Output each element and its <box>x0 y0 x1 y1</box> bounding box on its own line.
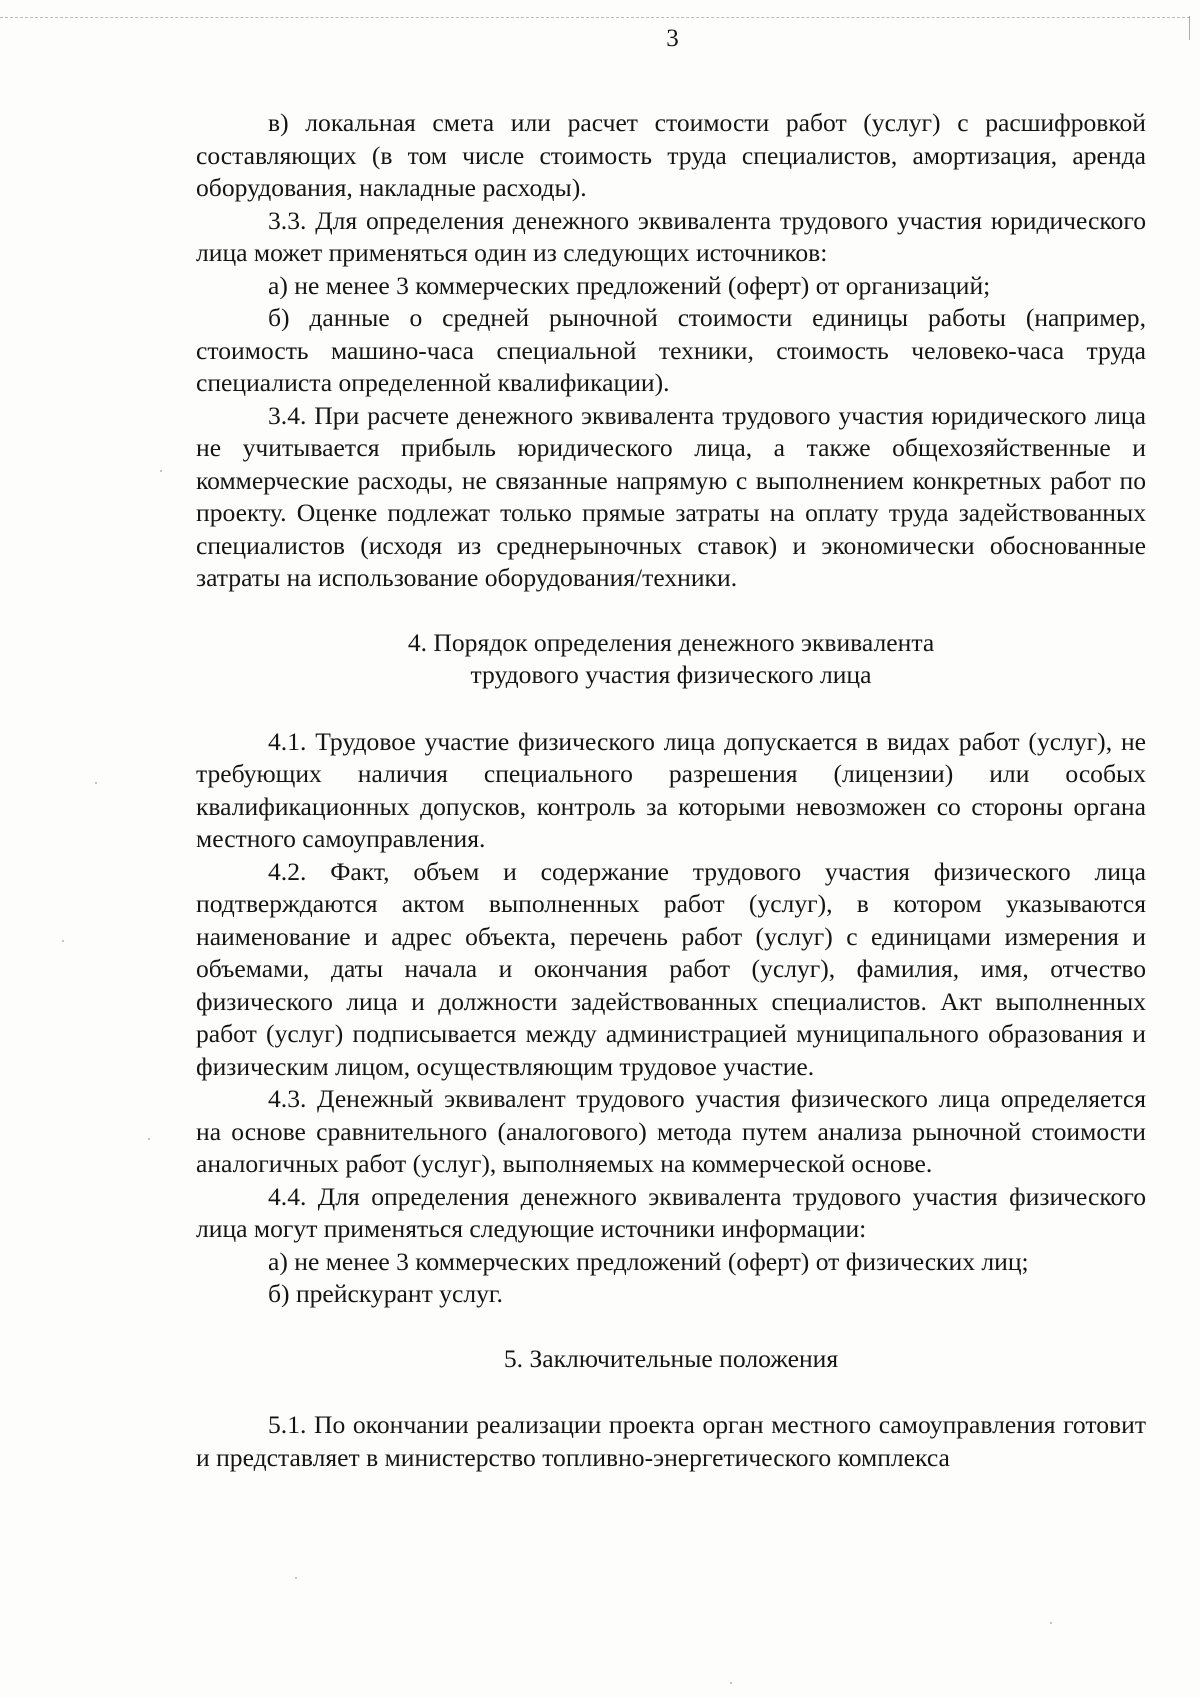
clause-5-1: 5.1. По окончании реализации проекта орган местного самоуправления готовит и представляет в министерство топливно-энергетического комплекса <box>196 1410 1146 1472</box>
section-5-heading: 5. Заключительные положения <box>503 1343 839 1373</box>
section-4-heading-line-2: трудового участия физического лица <box>470 660 872 689</box>
clause-3-3-item-b: б) данные о средней рыночной стоимости единицы работы (например, стоимость машино-часа специальной техники, стоимость человеко-часа труда специалиста определенной квалификации). <box>196 303 1146 397</box>
scan-speck <box>295 1577 297 1579</box>
scan-speck <box>730 1682 732 1684</box>
clause-3-4: 3.4. При расчете денежного эквивалента трудового участия юридического лица не учитывается прибыль юридического лица, а также общехозяйственные и коммерческие расходы, не связанные напрямую с выполнением конкретных работ по проекту. Оценке подлежат только прямые затраты на оплату труда задействованных специалистов (исходя из среднерыночных ставок) и экономически обоснованные затраты на использование оборудования/техники. <box>196 400 1146 592</box>
page-number: 3 <box>666 25 679 52</box>
clause-3-3: 3.3. Для определения денежного эквивалента трудового участия юридического лица может применяться один из следующих источников: <box>196 205 1146 267</box>
clause-3-3-item-a: а) не менее 3 коммерческих предложений (оферт) от организаций; <box>268 270 991 300</box>
scan-edge-line <box>0 17 1190 18</box>
clause-4-2: 4.2. Факт, объем и содержание трудового участия физического лица подтверждаются актом выполненных работ (услуг), в котором указываются наименование и адрес объекта, перечень работ (услуг) с единицами измерения и объемами, даты начала и окончания работ (услуг), фамилия, имя, отчество физического лица и должности задействованных специалистов. Акт выполненных работ (услуг) подписывается между администрацией муниципального образования и физическим лицом, осуществляющим трудовое участие. <box>196 856 1146 1081</box>
section-4-heading-line-1: 4. Порядок определения денежного эквивалента <box>407 627 935 657</box>
clause-4-4-item-b: б) прейскурант услуг. <box>268 1279 503 1308</box>
scan-speck <box>95 782 97 784</box>
clause-4-4-item-a: а) не менее 3 коммерческих предложений (оферт) от физических лиц; <box>268 1246 1029 1276</box>
clause-4-1: 4.1. Трудовое участие физического лица допускается в видах работ (услуг), не требующих наличия специального разрешения (лицензии) или особых квалификационных допусков, контроль за которыми невозможен со стороны органа местного самоуправления. <box>196 726 1146 853</box>
item-v-paragraph: в) локальная смета или расчет стоимости работ (услуг) с расшифровкой составляющих (в том числе стоимость труда специалистов, амортизация, аренда оборудования, накладные расходы). <box>196 108 1146 202</box>
scan-speck <box>62 940 64 942</box>
clause-4-3: 4.3. Денежный эквивалент трудового участия физического лица определяется на основе сравнительного (аналогового) метода путем анализа рыночной стоимости аналогичных работ (услуг), выполняемых на коммерческой основе. <box>196 1084 1146 1178</box>
scan-speck <box>148 1138 150 1140</box>
document-body <box>196 107 1146 1474</box>
clause-4-4: 4.4. Для определения денежного эквивалента трудового участия физического лица могут применяться следующие источники информации: <box>196 1181 1146 1243</box>
scan-speck <box>1050 1622 1052 1624</box>
scan-speck <box>160 470 162 472</box>
